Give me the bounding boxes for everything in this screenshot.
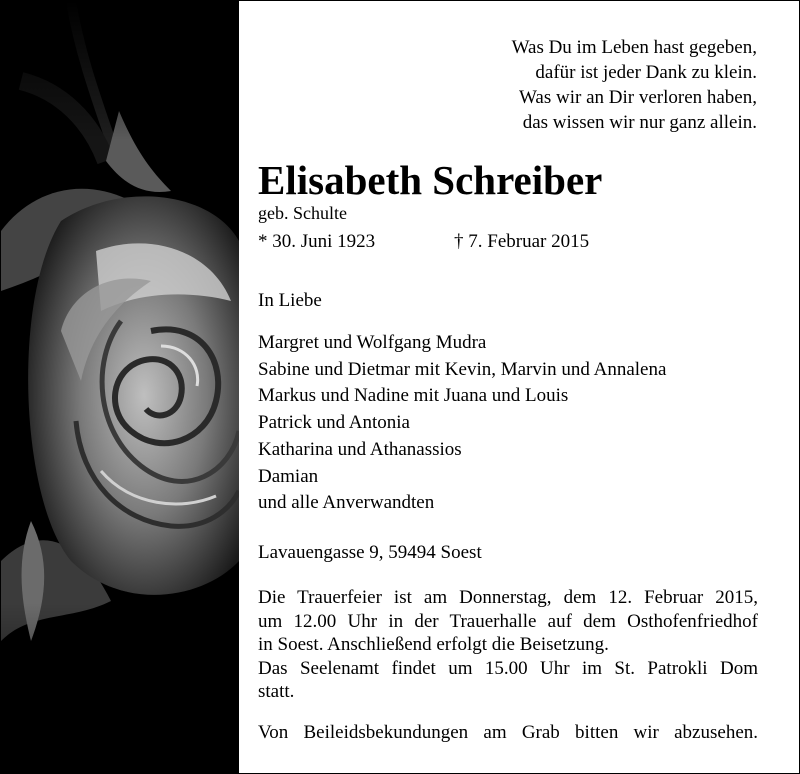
- poem-line: Was Du im Leben hast gegeben,: [511, 37, 757, 58]
- closing-note: Von Beileidsbekundungen am Grab bitten wir abzusehen.: [258, 722, 758, 743]
- intro-text: In Liebe: [258, 290, 322, 311]
- family-member: Sabine und Dietmar mit Kevin, Marvin und Annalena: [258, 358, 667, 380]
- family-member: Markus und Nadine mit Juana und Louis: [258, 385, 569, 407]
- family-member: Margret und Wolfgang Mudra: [258, 332, 487, 353]
- obituary-text: [239, 1, 799, 773]
- family-member: und alle Anverwandten: [258, 492, 435, 514]
- death-date: † 7. Februar 2015: [454, 231, 590, 252]
- funeral-details: [258, 586, 758, 704]
- funeral-line: um 12.00 Uhr in der Trauerhalle auf dem Osthofenfriedhof: [258, 610, 758, 632]
- family-list: [258, 330, 666, 517]
- family-member: Patrick und Antonia: [258, 412, 410, 434]
- birth-date: * 30. Juni 1923: [258, 231, 376, 252]
- memorial-poem: [512, 35, 757, 135]
- poem-line: Was wir an Dir verloren haben,: [519, 87, 757, 108]
- funeral-line: statt.: [258, 681, 295, 702]
- address: Lavauengasse 9, 59494 Soest: [258, 542, 482, 563]
- funeral-line: in Soest. Anschließend erfolgt die Beisetzung.: [258, 634, 609, 655]
- poem-line: dafür ist jeder Dank zu klein.: [535, 62, 757, 83]
- deceased-name: Elisabeth Schreiber: [258, 157, 603, 203]
- family-member: Katharina und Athanassios: [258, 438, 462, 460]
- family-member: Damian: [258, 465, 319, 487]
- funeral-line: Das Seelenamt findet um 15.00 Uhr im St. Patrokli Dom: [258, 657, 758, 679]
- poem-line: das wissen wir nur ganz allein.: [522, 112, 757, 133]
- maiden-name: geb. Schulte: [258, 203, 347, 223]
- funeral-line: Die Trauerfeier ist am Donnerstag, dem 12. Februar 2015,: [258, 587, 758, 608]
- rose-photo-icon: [1, 1, 239, 773]
